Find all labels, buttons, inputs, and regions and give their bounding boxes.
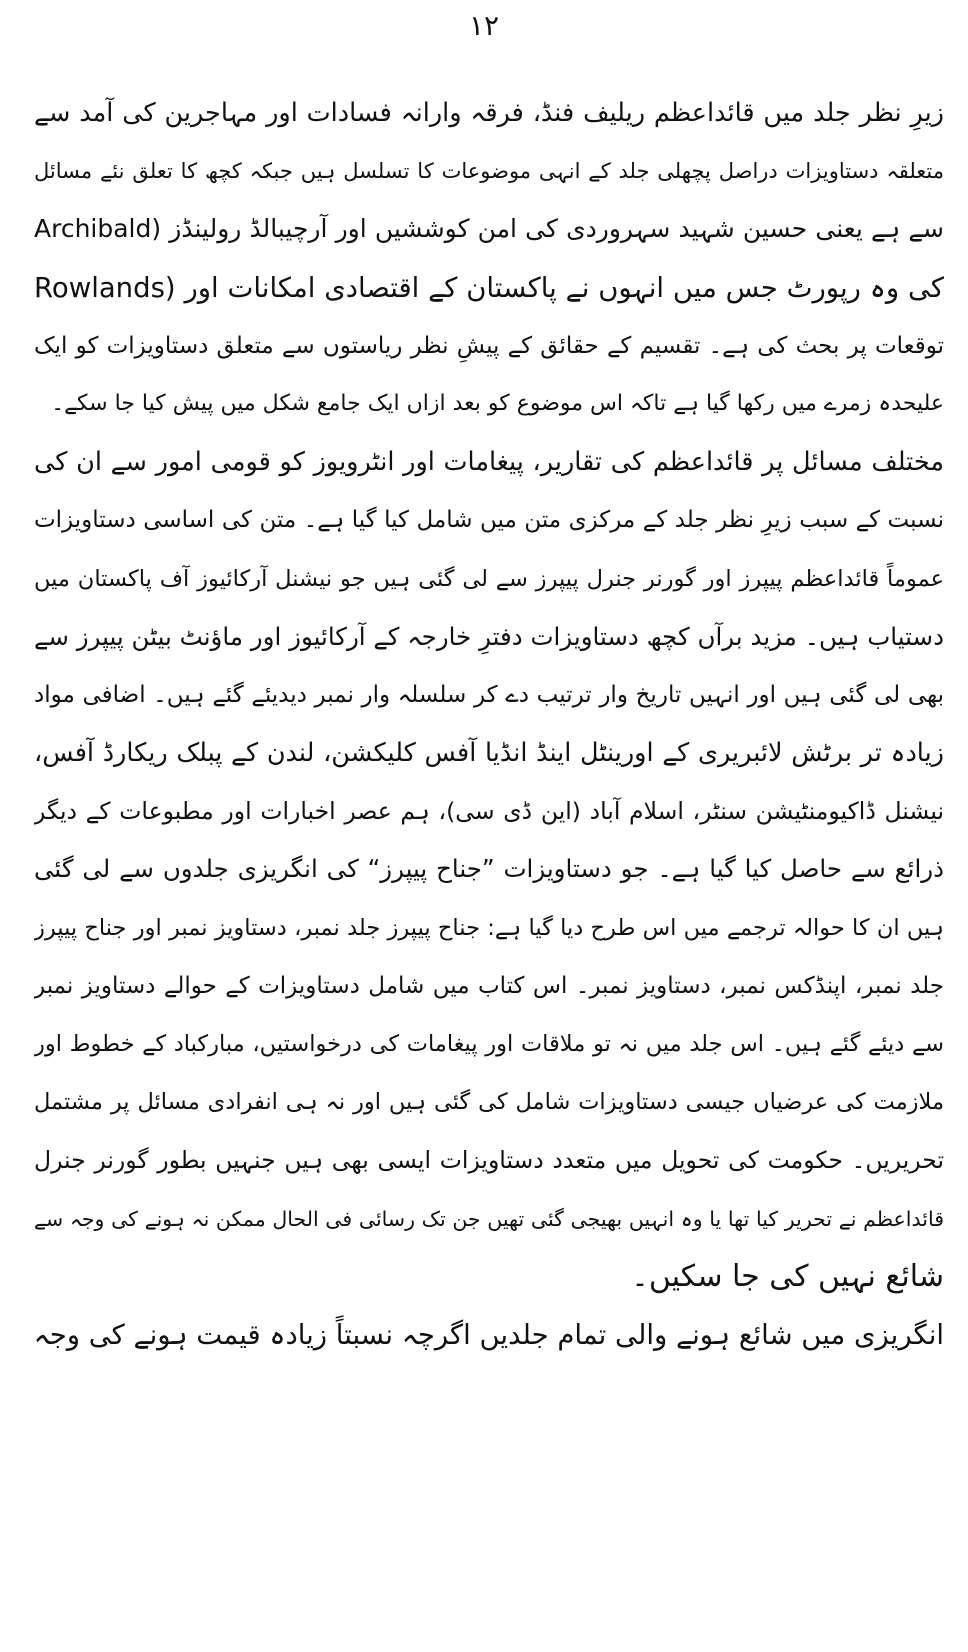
text-line: مختلف مسائل پر قائداعظم کی تقاریر، پیغامات اور انٹرویوز کو قومی امور سے ان کی [34, 447, 944, 478]
text-line: متعلقہ دستاویزات دراصل پچھلی جلد کے انہی موضوعات کا تسلسل ہیں جبکہ کچھ کا تعلق نئے مسائل [34, 159, 944, 184]
text-line: قائداعظم نے تحریر کیا تھا یا وہ انہیں بھیجی گئی تھیں جن تک رسائی فی الحال ممکن نہ ہونے کی وجہ سے [34, 1206, 944, 1231]
text-line: ملازمت کی عرضیاں جیسی دستاویزات شامل کی گئی ہیں اور نہ ہی انفرادی مسائل پر مشتمل [34, 1089, 944, 1116]
text-line: نسبت کے سبب زیرِ نظر جلد کے مرکزی متن میں شامل کیا گیا ہے۔ متن کی اساسی دستاویزات [34, 507, 944, 534]
page-number: ۱۲ [468, 9, 500, 42]
text-line: تحریریں۔ حکومت کی تحویل میں متعدد دستاویزات ایسی بھی ہیں جنہیں بطور گورنر جنرل [34, 1146, 944, 1175]
text-line: توقعات پر بحث کی ہے۔ تقسیم کے حقائق کے پیشِ نظر ریاستوں سے متعلق دستاویزات کو ایک [34, 332, 944, 359]
text-line: علیحدہ زمرے میں رکھا گیا ہے تاکہ اس موضوع کو بعد ازاں ایک جامع شکل میں پیش کیا جا سکے۔ [51, 390, 944, 416]
text-line: زیرِ نظر جلد میں قائداعظم ریلیف فنڈ، فرقہ وارانہ فسادات اور مہاجرین کی آمد سے [34, 98, 944, 128]
text-line: Rowlands) کی وہ رپورٹ جس میں انہوں نے پاکستان کے اقتصادی امکانات اور [34, 271, 944, 304]
text-line: سے دیئے گئے ہیں۔ اس جلد میں نہ تو ملاقات اور پیغامات کی درخواستیں، مبارکباد کے خطوط اور [34, 1031, 944, 1057]
text-line: سے ہے یعنی حسین شہید سہروردی کی امن کوششیں اور آرچیبالڈ رولینڈز (Archibald [34, 214, 944, 244]
text-line: شائع نہیں کی جا سکیں۔ [631, 1258, 944, 1294]
text-line: عموماً قائداعظم پیپرز اور گورنر جنرل پیپرز سے لی گئی ہیں جو نیشنل آرکائیوز آف پاکستان میں [34, 565, 944, 592]
text-line: نیشنل ڈاکیومنٹیشن سنٹر، اسلام آباد (این ڈی سی)، ہم عصر اخبارات اور مطبوعات کے دیگر [34, 797, 944, 826]
text-line: جلد نمبر، اپنڈکس نمبر، دستاویز نمبر۔ اس کتاب میں شامل دستاویزات کے حوالے دستاویز نمبر [34, 972, 944, 999]
text-line: زیادہ تر برٹش لائبریری کے اورینٹل اینڈ انڈیا آفس کلیکشن، لندن کے پبلک ریکارڈ آفس، [34, 738, 944, 769]
text-line: بھی لی گئی ہیں اور انہیں تاریخ وار ترتیب دے کر سلسلہ وار نمبر دیدیئے گئے ہیں۔ اضافی مواد [34, 681, 944, 708]
text-line: ہیں ان کا حوالہ ترجمے میں اس طرح دیا گیا ہے: جناح پیپرز جلد نمبر، دستاویز نمبر اور جناح پیپرز [34, 914, 944, 941]
text-line: ذرائع سے حاصل کیا گیا ہے۔ جو دستاویزات ”جناح پیپرز“ کی انگریزی جلدوں سے لی گئی [34, 854, 944, 884]
text-line: انگریزی میں شائع ہونے والی تمام جلدیں اگرچہ نسبتاً زیادہ قیمت ہونے کی وجہ [34, 1318, 944, 1351]
text-line: دستیاب ہیں۔ مزید برآں کچھ دستاویزات دفترِ خارجہ کے آرکائیوز اور ماؤنٹ بیٹن پیپرز سے [34, 621, 944, 651]
body-text [34, 84, 944, 1364]
